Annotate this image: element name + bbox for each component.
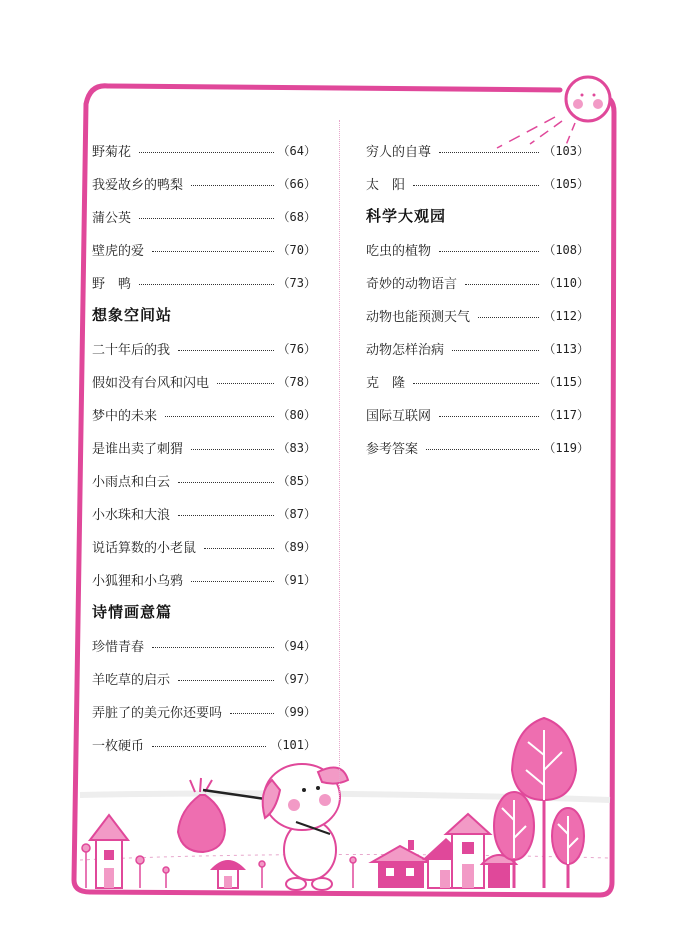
toc-entry-title: 珍惜青春 (92, 639, 145, 655)
house-icon (210, 860, 246, 888)
toc-entry[interactable] (92, 371, 316, 391)
toc-entry[interactable] (92, 503, 316, 523)
section-heading: 科学大观园 (366, 207, 447, 225)
leader-dots (139, 151, 274, 153)
toc-entry-page: （87） (277, 506, 316, 521)
toc-entry-page: （91） (277, 572, 316, 587)
leader-dots (191, 184, 274, 186)
toc-entry-page: （73） (277, 275, 316, 290)
leader-dots (439, 151, 539, 153)
toc-entry-page: （119） (543, 440, 589, 455)
toc-entry-title: 壁虎的爱 (92, 243, 145, 259)
toc-entry-page: （83） (277, 440, 316, 455)
toc-entry[interactable] (92, 338, 316, 358)
toc-entry[interactable] (366, 239, 589, 259)
toc-entry-title: 野 鸭 (92, 276, 132, 292)
toc-entry-title: 是谁出卖了刺猬 (92, 441, 184, 457)
leader-dots (152, 745, 266, 747)
toc-entry[interactable] (92, 569, 316, 589)
leader-dots (217, 382, 274, 384)
leader-dots (439, 250, 539, 252)
toc-entry-title: 动物也能预测天气 (366, 309, 471, 325)
leader-dots (426, 448, 539, 450)
toc-entry-title: 吃虫的植物 (366, 243, 432, 259)
toc-entry[interactable] (92, 173, 316, 193)
toc-entry[interactable] (92, 635, 316, 655)
toc-entry[interactable] (92, 437, 316, 457)
toc-entry-page: （105） (543, 176, 589, 191)
toc-entry-title: 太 阳 (366, 177, 406, 193)
toc-entry[interactable] (92, 734, 316, 754)
leader-dots (191, 448, 274, 450)
leader-dots (191, 580, 274, 582)
toc-entry-title: 蒲公英 (92, 210, 132, 226)
toc-entry-title: 动物怎样治病 (366, 342, 445, 358)
toc-entry[interactable] (366, 173, 589, 193)
section-heading: 想象空间站 (92, 306, 173, 324)
leader-dots (439, 415, 539, 417)
toc-entry-page: （94） (277, 638, 316, 653)
toc-entry[interactable] (366, 338, 589, 358)
toc-entry[interactable] (366, 404, 589, 424)
toc-entry-title: 参考答案 (366, 441, 419, 457)
tree-icon (552, 808, 584, 888)
toc-entry-page: （112） (543, 308, 589, 323)
leader-dots (152, 646, 274, 648)
toc-entry-page: （66） (277, 176, 316, 191)
toc-entry-page: （113） (543, 341, 589, 356)
leader-dots (465, 283, 539, 285)
leader-dots (178, 514, 274, 516)
toc-entry[interactable] (366, 371, 589, 391)
toc-entry[interactable] (92, 206, 316, 226)
toc-entry-title: 小水珠和大浪 (92, 507, 171, 523)
leader-dots (204, 547, 274, 549)
toc-entry-page: （64） (277, 143, 316, 158)
toc-entry-page: （108） (543, 242, 589, 257)
house-icon (372, 840, 430, 888)
leader-dots (165, 415, 274, 417)
leader-dots (152, 250, 274, 252)
toc-entry[interactable] (92, 239, 316, 259)
toc-entry-title: 二十年后的我 (92, 342, 171, 358)
toc-entry-title: 说话算数的小老鼠 (92, 540, 197, 556)
toc-entry[interactable] (366, 437, 589, 457)
puppy-icon (263, 764, 348, 890)
toc-entry-page: （103） (543, 143, 589, 158)
toc-entry-page: （80） (277, 407, 316, 422)
leader-dots (452, 349, 539, 351)
toc-entry-page: （99） (277, 704, 316, 719)
toc-entry-title: 奇妙的动物语言 (366, 276, 458, 292)
toc-entry-title: 羊吃草的启示 (92, 672, 171, 688)
toc-entry[interactable] (92, 668, 316, 688)
toc-entry-page: （78） (277, 374, 316, 389)
bundle-icon (178, 778, 272, 852)
ground-line (80, 854, 610, 860)
section-heading: 诗情画意篇 (92, 603, 173, 621)
toc-entry-title: 穷人的自尊 (366, 144, 432, 160)
leader-dots (178, 679, 274, 681)
toc-entry-page: （70） (277, 242, 316, 257)
toc-entry-title: 小狐狸和小乌鸦 (92, 573, 184, 589)
leader-dots (413, 184, 539, 186)
leader-dots (478, 316, 539, 318)
toc-entry-title: 假如没有台风和闪电 (92, 375, 210, 391)
toc-entry-page: （85） (277, 473, 316, 488)
toc-entry[interactable] (92, 140, 316, 160)
toc-entry-title: 国际互联网 (366, 408, 432, 424)
house-icon (90, 815, 128, 888)
toc-entry-title: 小雨点和白云 (92, 474, 171, 490)
toc-entry-title: 弄脏了的美元你还要吗 (92, 705, 223, 721)
toc-entry-title: 梦中的未来 (92, 408, 158, 424)
leader-dots (139, 283, 274, 285)
leader-dots (413, 382, 539, 384)
column-divider (339, 120, 340, 800)
toc-entry-title: 克 隆 (366, 375, 406, 391)
toc-entry[interactable] (92, 536, 316, 556)
toc-entry-title: 一枚硬币 (92, 738, 145, 754)
leader-dots (230, 712, 274, 714)
toc-entry-page: （97） (277, 671, 316, 686)
toc-entry[interactable] (92, 404, 316, 424)
toc-entry-page: （117） (543, 407, 589, 422)
toc-entry-page: （76） (277, 341, 316, 356)
leader-dots (139, 217, 274, 219)
toc-entry[interactable] (366, 140, 589, 160)
toc-entry-page: （68） (277, 209, 316, 224)
toc-entry-title: 野菊花 (92, 144, 132, 160)
house-icon (446, 814, 490, 888)
toc-entry-page: （89） (277, 539, 316, 554)
toc-entry[interactable] (366, 305, 589, 325)
toc-entry-page: （115） (543, 374, 589, 389)
toc-entry-title: 我爱故乡的鸭梨 (92, 177, 184, 193)
leader-dots (178, 481, 274, 483)
toc-entry[interactable] (366, 272, 589, 292)
toc-entry[interactable] (92, 470, 316, 490)
toc-entry[interactable] (92, 701, 316, 721)
toc-entry-page: （101） (270, 737, 316, 752)
toc-entry[interactable] (92, 272, 316, 292)
toc-entry-page: （110） (543, 275, 589, 290)
leader-dots (178, 349, 274, 351)
